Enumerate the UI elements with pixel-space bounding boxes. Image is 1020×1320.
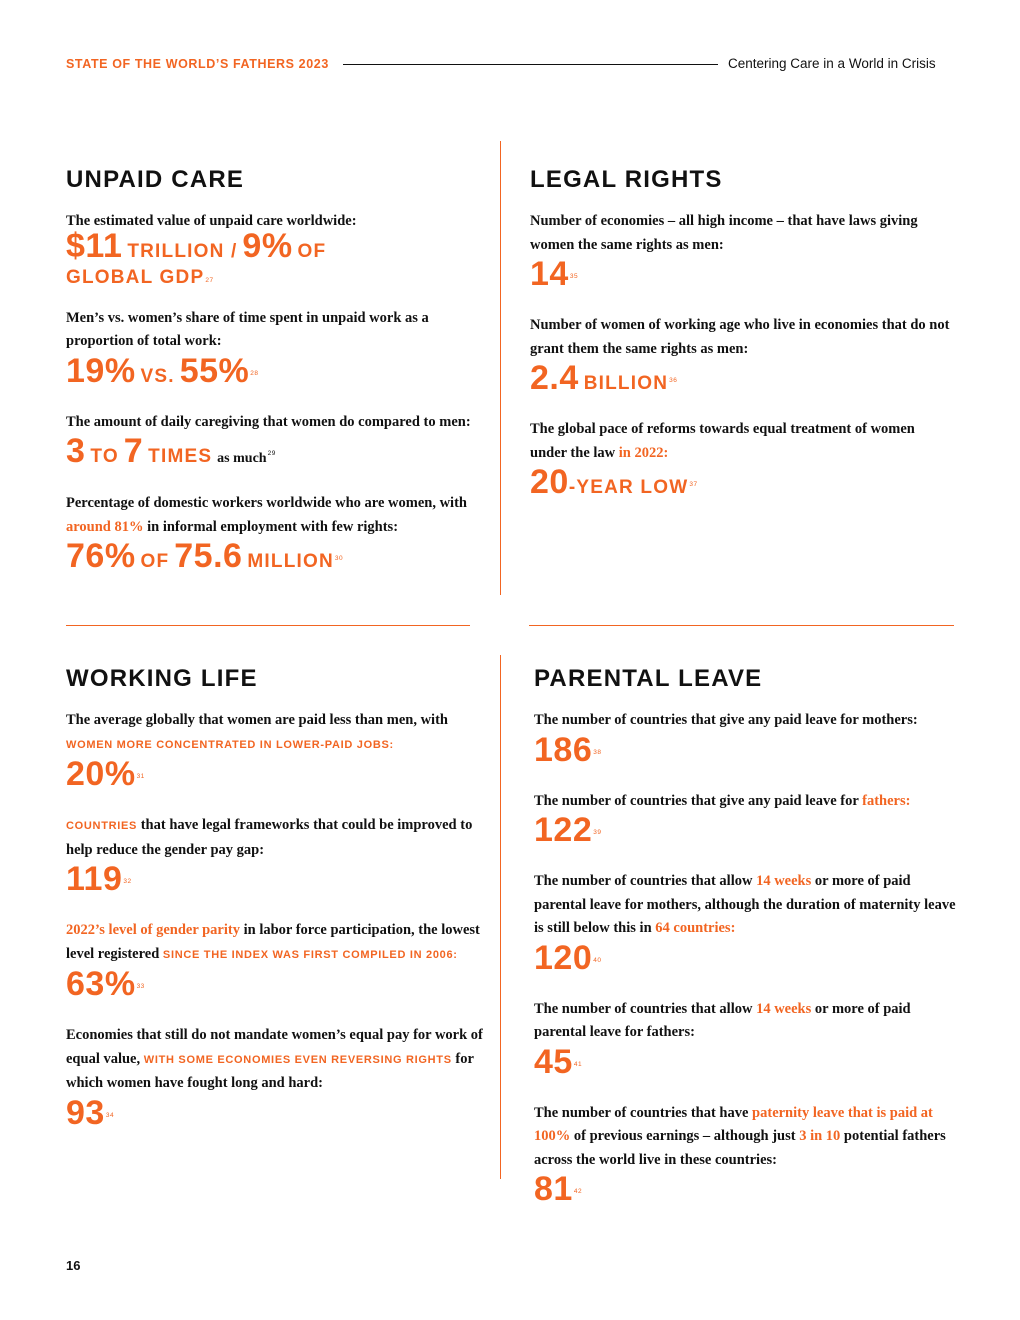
- footnote-ref: 37: [689, 481, 698, 488]
- stat-description: The estimated value of unpaid care worldwide:: [66, 213, 357, 229]
- section-title: UNPAID CARE: [66, 166, 245, 193]
- stat-description: The amount of daily caregiving that women do compared to men:: [66, 413, 471, 430]
- vertical-divider-bottom: [500, 655, 501, 1179]
- footnote-ref: 39: [593, 829, 602, 836]
- stat-value: [534, 1042, 958, 1086]
- stat-item: [66, 709, 490, 798]
- stat-number: 20%: [66, 755, 136, 793]
- footnote-ref: 40: [593, 956, 602, 964]
- page-number: 16: [66, 1258, 81, 1273]
- stat-description: The number of countries that allow 14 weeks or more of paid parental leave for mothers, although the duration of maternity leave is still below this in 64 countries:: [534, 873, 956, 936]
- parental-leave-section: [534, 665, 958, 1229]
- stat-unit: OF: [297, 240, 327, 262]
- stat-description: The number of countries that allow 14 weeks or more of paid parental leave for fathers:: [534, 1000, 911, 1040]
- stat-number: 122: [534, 811, 593, 849]
- stat-value: [530, 465, 954, 506]
- stat-number: 55%: [179, 351, 250, 390]
- footnote-ref: 32: [123, 878, 132, 885]
- stat-unit: BILLION: [583, 373, 669, 394]
- stat-unit: TIMES: [148, 446, 213, 467]
- stat-number: 119: [66, 860, 123, 898]
- report-subtitle: Centering Care in a World in Crisis: [728, 56, 936, 71]
- stat-value: [66, 434, 490, 476]
- footnote-ref: 29: [267, 450, 276, 457]
- highlight-text: 2022’s level of gender parity: [66, 922, 240, 938]
- highlight-text: 3 in 10: [799, 1128, 841, 1144]
- horizontal-divider-left: [66, 625, 470, 626]
- stat-value: [534, 1172, 958, 1213]
- footnote-ref: 33: [136, 983, 145, 990]
- stat-unit: GLOBAL GDP: [66, 266, 205, 288]
- stat-description: The number of countries that give any paid leave for mothers:: [534, 712, 918, 728]
- stat-item: [66, 210, 490, 291]
- stat-item: [66, 492, 490, 580]
- highlight-text: fathers:: [862, 792, 911, 809]
- highlight-text: in 2022:: [618, 444, 669, 461]
- stat-unit: TRILLION /: [127, 240, 238, 262]
- stat-tail-text: as much: [217, 451, 267, 466]
- stat-value: [534, 730, 958, 774]
- stat-value: [530, 257, 954, 298]
- stat-value: [66, 539, 490, 580]
- stat-item: [534, 1102, 958, 1214]
- footnote-ref: 30: [334, 555, 344, 562]
- footnote-ref: 34: [105, 1111, 115, 1119]
- stat-item: [530, 314, 954, 402]
- footnote-ref: 42: [573, 1188, 583, 1195]
- caps-highlight: WOMEN MORE CONCENTRATED IN LOWER-PAID JOBS:: [66, 738, 394, 751]
- stat-number: 63%: [66, 965, 136, 1003]
- horizontal-divider-right: [529, 625, 954, 626]
- stat-number: 75.6: [174, 537, 243, 575]
- footnote-ref: 41: [573, 1060, 583, 1068]
- stat-number: 76%: [66, 537, 136, 575]
- stat-description: Number of women of working age who live in economies that do not grant them the same rights as men:: [530, 317, 950, 357]
- stat-unit: OF: [140, 551, 170, 572]
- stat-item: [534, 998, 958, 1086]
- stat-item: [534, 870, 958, 982]
- stat-unit: VS.: [140, 365, 175, 387]
- highlight-text: 64 countries: [655, 920, 731, 936]
- stat-description: The global pace of reforms towards equal treatment of women under the law in 2022:: [530, 421, 915, 461]
- stat-number: 186: [534, 730, 593, 769]
- stat-number: 3: [66, 432, 86, 470]
- stat-number: 93: [66, 1093, 105, 1132]
- stat-value: [66, 862, 490, 903]
- highlight-text: 14 weeks: [756, 1000, 812, 1017]
- stat-value: [534, 938, 958, 982]
- stat-item: [534, 790, 958, 855]
- stat-value: [530, 361, 954, 402]
- stat-number: 9%: [242, 226, 293, 265]
- section-title: WORKING LIFE: [66, 665, 258, 692]
- stat-item: [66, 919, 490, 1008]
- stat-number: 2.4: [530, 359, 579, 397]
- stat-value: [534, 813, 958, 854]
- caps-highlight: COUNTRIES: [66, 820, 138, 832]
- section-title: PARENTAL LEAVE: [534, 665, 763, 692]
- stat-item: [66, 1024, 490, 1137]
- stat-item: [530, 418, 954, 506]
- stat-value: [66, 757, 490, 798]
- stat-number: 20: [530, 463, 569, 501]
- stat-value: [66, 1093, 490, 1137]
- stat-number: 7: [123, 432, 144, 470]
- footnote-ref: 36: [669, 377, 678, 384]
- stat-number: 120: [534, 938, 593, 977]
- stat-number: 81: [534, 1170, 573, 1208]
- stat-description: Economies that still do not mandate women’s equal pay for work of equal value, WITH SOME ECONOMIES EVEN REVERSING RIGHTS for which women have fought long and hard:: [66, 1027, 483, 1091]
- stat-description: The average globally that women are paid less than men, with WOMEN MORE CONCENTRATED IN LOWER-PAID JOBS:: [66, 712, 448, 751]
- stat-description: Percentage of domestic workers worldwide who are women, with around 81% in informal employment with few rights:: [66, 495, 467, 535]
- stat-unit: TO: [90, 446, 119, 467]
- stat-value: [66, 967, 490, 1008]
- highlight-text: around 81%: [66, 518, 144, 535]
- stat-unit: -YEAR LOW: [568, 477, 689, 498]
- caps-highlight: SINCE THE INDEX WAS FIRST COMPILED IN 2006:: [162, 948, 458, 961]
- stat-value: [66, 226, 490, 291]
- footnote-ref: 38: [593, 748, 602, 756]
- header-rule: [343, 64, 718, 65]
- vertical-divider-top: [500, 141, 501, 595]
- section-title: LEGAL RIGHTS: [530, 166, 723, 193]
- working-life-section: [66, 665, 490, 1153]
- footnote-ref: 28: [250, 369, 259, 377]
- stat-description: COUNTRIES that have legal frameworks that could be improved to help reduce the gender pay gap:: [66, 817, 473, 858]
- stat-number: 14: [530, 255, 569, 293]
- stat-value: [66, 351, 490, 395]
- stat-item: [66, 411, 490, 477]
- stat-number: 45: [534, 1042, 573, 1081]
- stat-item: [534, 709, 958, 774]
- stat-item: [530, 210, 954, 298]
- report-title: STATE OF THE WORLD’S FATHERS 2023: [66, 57, 329, 71]
- stat-description: 2022’s level of gender parity in labor force participation, the lowest level registered SINCE THE INDEX WAS FIRST COMPILED IN 2006:: [66, 922, 480, 962]
- highlight-text: paternity leave that is paid at 100%: [534, 1104, 933, 1144]
- stat-description: Men’s vs. women’s share of time spent in unpaid work as a proportion of total work:: [66, 309, 429, 349]
- legal-rights-section: [530, 166, 954, 522]
- stat-description: The number of countries that have paternity leave that is paid at 100% of previous earnings – although just 3 in 10 potential fathers across the world live in these countries:: [534, 1104, 946, 1168]
- stat-item: [66, 814, 490, 903]
- stat-number: 19%: [66, 351, 136, 390]
- footnote-ref: 35: [569, 273, 579, 280]
- stat-unit: MILLION: [247, 551, 334, 572]
- stat-item: [66, 307, 490, 395]
- footnote-ref: 31: [136, 773, 145, 780]
- highlight-text: 14 weeks: [756, 873, 812, 889]
- footnote-ref: 27: [205, 276, 214, 284]
- stat-description: The number of countries that give any paid leave for fathers:: [534, 792, 911, 809]
- stat-description: Number of economies – all high income – that have laws giving women the same rights as men:: [530, 213, 918, 253]
- stat-number: $11: [66, 226, 123, 265]
- unpaid-care-section: [66, 166, 490, 596]
- caps-highlight: WITH SOME ECONOMIES EVEN REVERSING RIGHTS: [143, 1053, 452, 1066]
